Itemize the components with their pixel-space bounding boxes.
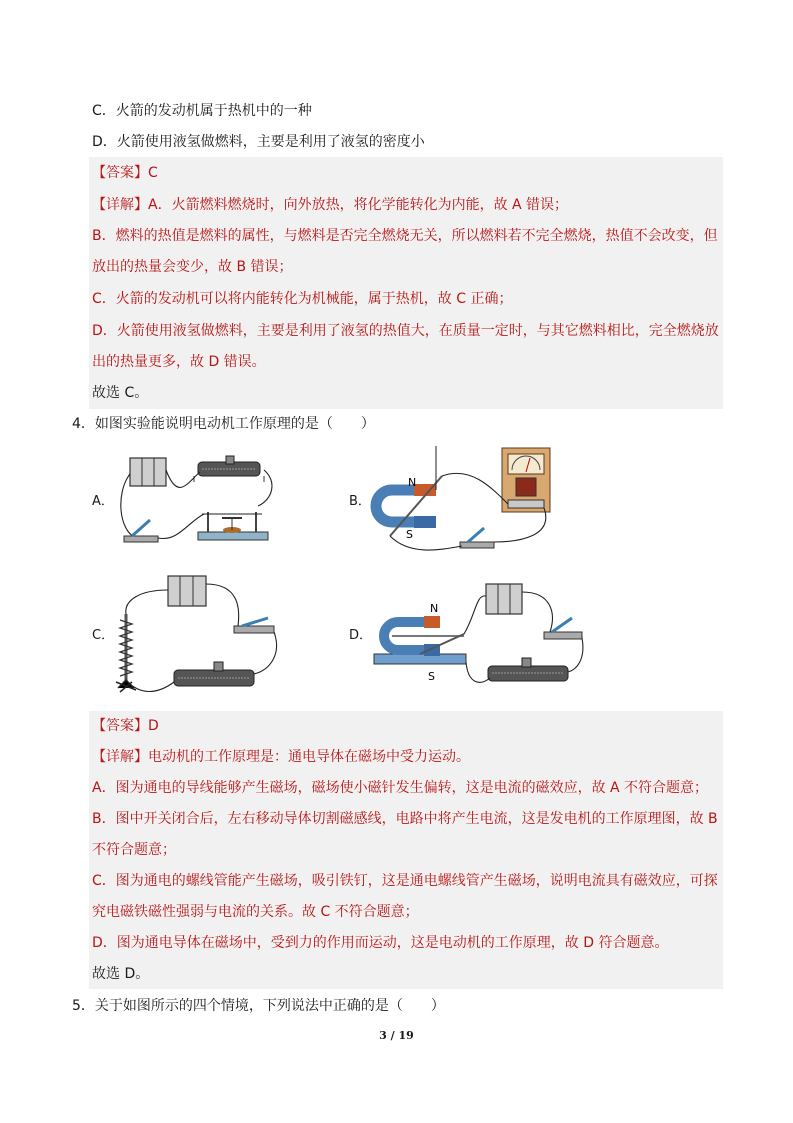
- detail-label: 【详解】: [92, 749, 148, 765]
- rheostat-icon: [194, 456, 264, 482]
- q4-stem: 4．如图实验能说明电动机工作原理的是（ ）: [72, 416, 375, 432]
- q4-label-b: B．: [349, 494, 371, 509]
- answer-label: 【答案】: [92, 165, 148, 181]
- q4-figure-d: [372, 574, 587, 694]
- q4-answer: [92, 716, 159, 736]
- q4-conclusion: 故选 D。: [92, 966, 150, 982]
- page-number: 3 / 19: [379, 1029, 414, 1042]
- q3-detail-b1: B．燃料的热值是燃料的属性，与燃料是否完全燃烧无关，所以燃料若不完全燃烧，热值不会改变，但: [92, 228, 718, 244]
- q4-detail-c2: 究电磁铁磁性强弱与电流的关系。故 C 不符合题意；: [92, 904, 419, 920]
- galvanometer-icon: [502, 448, 550, 512]
- magnet-s-label: S: [428, 670, 435, 683]
- q4-detail-c1: C．图为通电的螺线管能产生磁场，吸引铁钉，这是通电螺线管产生磁场，说明电流具有磁效应，可探: [92, 873, 718, 889]
- q4-label-a: A．: [92, 494, 114, 509]
- q3-detail-b2: 放出的热量会变少，故 B 错误；: [92, 259, 293, 275]
- q4-detail-d: D．图为通电导体在磁场中，受到力的作用而运动，这是电动机的工作原理，故 D 符合题意。: [92, 935, 669, 951]
- battery-icon: [486, 584, 522, 614]
- q4-detail-a: A．图为通电的导线能够产生磁场，磁场使小磁针发生偏转，这是电流的磁效应，故 A 不符合题意；: [92, 780, 709, 796]
- q4-figure-a: [118, 452, 280, 552]
- q4-label-d: D．: [349, 628, 373, 643]
- answer-value: D: [148, 718, 159, 734]
- q3-option-d: D．火箭使用液氢做燃料，主要是利用了液氢的密度小: [92, 134, 425, 150]
- compass-needle-icon: [198, 512, 268, 540]
- rheostat-icon: [174, 662, 254, 686]
- q3-conclusion: 故选 C。: [92, 385, 149, 401]
- detail-label: 【详解】: [92, 197, 148, 213]
- rheostat-icon: [488, 658, 568, 681]
- magnet-n-label: N: [430, 602, 439, 615]
- magnet-n-label: N: [408, 476, 417, 489]
- q3-detail-d1: D．火箭使用液氢做燃料，主要是利用了液氢的热值大，在质量一定时，与其它燃料相比，完全燃烧放: [92, 323, 719, 339]
- switch-icon: [544, 618, 582, 639]
- q4-figure-c: [110, 570, 285, 705]
- q3-detail-d2: 出的热量更多，故 D 错误。: [92, 354, 266, 370]
- q3-detail-c: C．火箭的发动机可以将内能转化为机械能，属于热机，故 C 正确；: [92, 291, 513, 307]
- answer-value: C: [148, 165, 158, 181]
- q4-detail-b2: 不符合题意；: [92, 842, 176, 858]
- q3-detail-a: 【详解】A．火箭燃料燃烧时，向外放热，将化学能转化为内能，故 A 错误；: [92, 197, 569, 213]
- switch-icon: [234, 618, 274, 633]
- q5-stem: 5．关于如图所示的四个情境，下列说法中正确的是（ ）: [72, 998, 445, 1014]
- horseshoe-magnet-icon: [376, 484, 436, 528]
- switch-icon: [124, 520, 158, 542]
- q4-detail-intro: 【详解】电动机的工作原理是：通电导体在磁场中受力运动。: [92, 749, 470, 765]
- battery-icon: [130, 458, 166, 486]
- answer-label: 【答案】: [92, 718, 148, 734]
- magnet-s-label: S: [406, 528, 413, 541]
- q4-figure-b: [370, 446, 560, 556]
- q4-detail-b1: B．图中开关闭合后，左右移动导体切割磁感线，电路中将产生电流，这是发电机的工作原理图，故 B: [92, 811, 718, 827]
- q3-option-c: C．火箭的发动机属于热机中的一种: [92, 103, 312, 119]
- battery-icon: [168, 576, 206, 606]
- switch-icon: [460, 528, 494, 548]
- horseshoe-magnet-icon: [374, 616, 466, 664]
- q4-label-c: C．: [92, 628, 115, 643]
- q3-answer: [92, 163, 158, 183]
